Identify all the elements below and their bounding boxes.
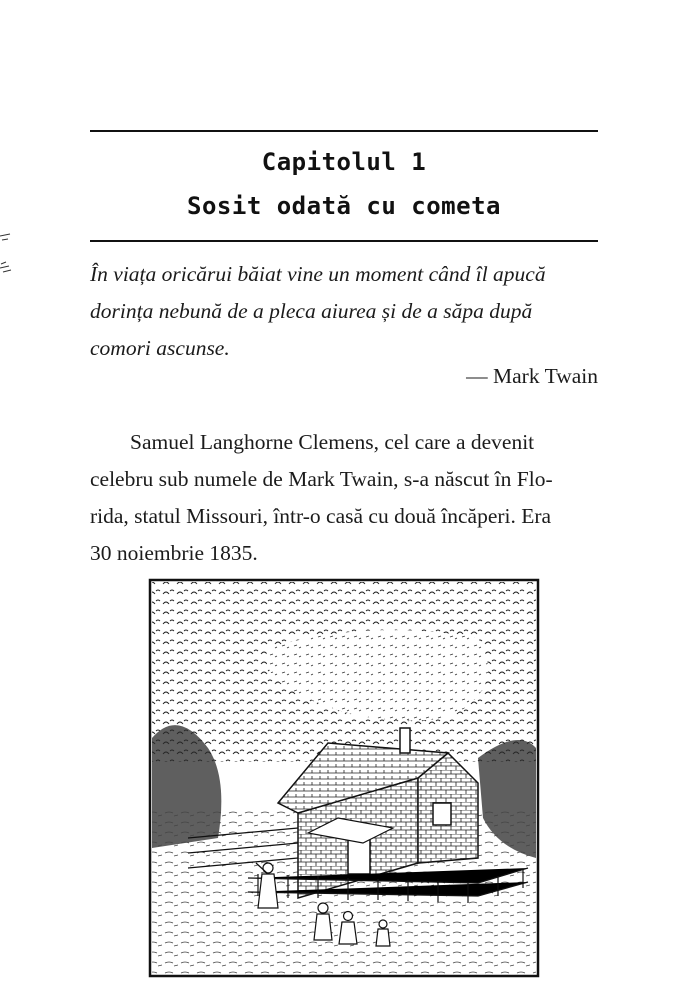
epigraph-line: dorința nebună de a pleca aiurea și de a săpa după [90, 299, 533, 323]
margin-mark-icon [0, 228, 14, 278]
epigraph-attribution: — Mark Twain [466, 364, 598, 388]
epigraph [90, 256, 600, 367]
body-line: rida, statul Missouri, într-o casă cu două încăperi. Era [90, 504, 552, 528]
house-illustration [148, 578, 540, 978]
epigraph-line: comori ascunse. [90, 336, 230, 360]
top-rule [90, 130, 598, 132]
body-paragraph [90, 424, 610, 572]
chapter-label: Capitolul 1 [261, 148, 427, 176]
chapter-title: Sosit odată cu cometa [187, 192, 501, 220]
epigraph-line: În viața oricărui băiat vine un moment când îl apucă [90, 262, 546, 286]
body-line: Samuel Langhorne Clemens, cel care a devenit [130, 430, 535, 454]
body-line: celebru sub numele de Mark Twain, s-a născut în Flo- [90, 467, 553, 491]
body-line: 30 noiembrie 1835. [90, 541, 258, 565]
bottom-rule [90, 240, 598, 242]
